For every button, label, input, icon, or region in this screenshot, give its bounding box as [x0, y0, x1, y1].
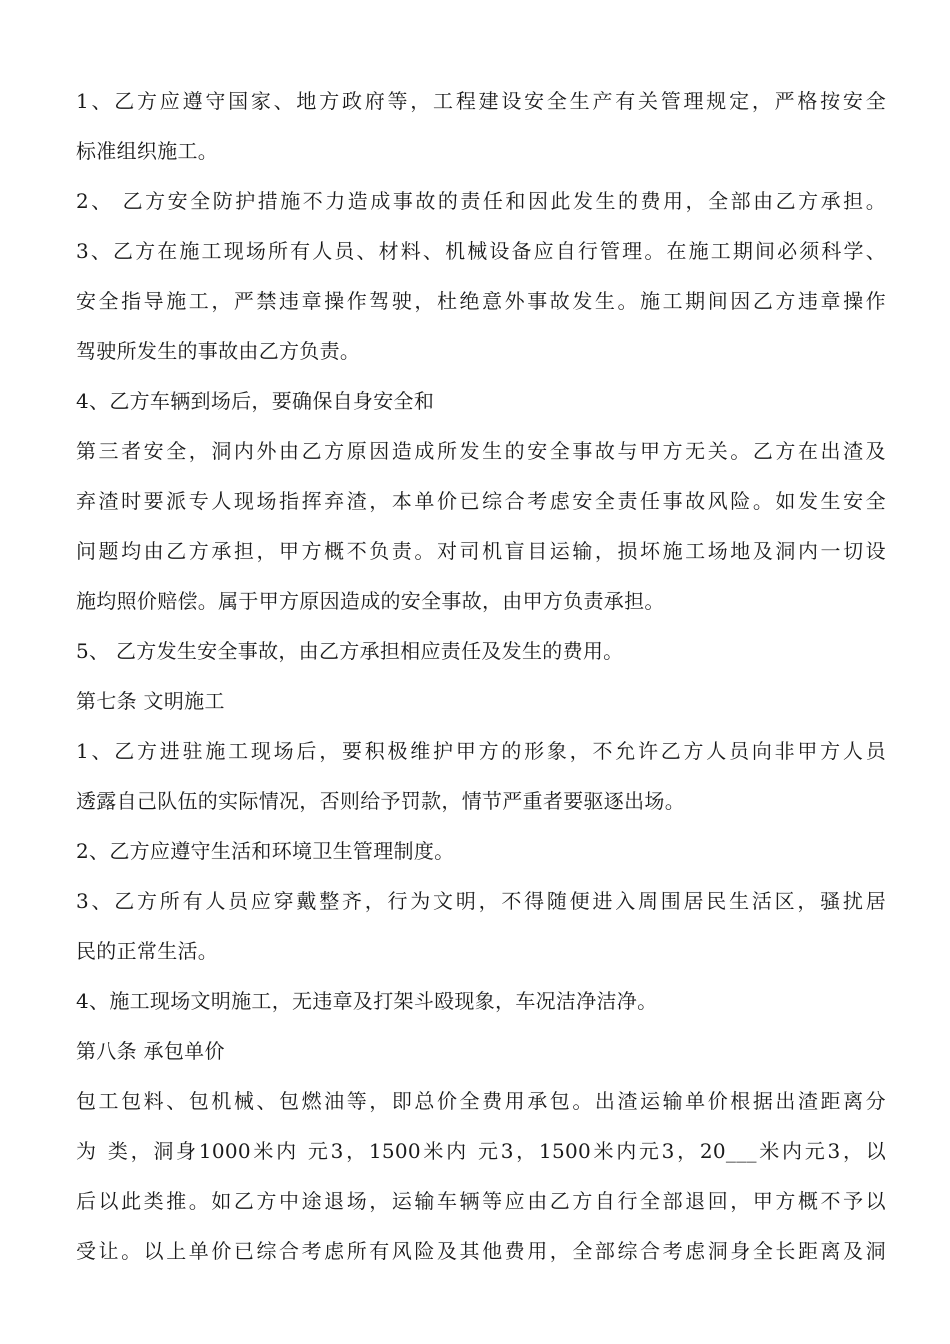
- text-line: 包工包料、包机械、包燃油等，即总价全费用承包。出渣运输单价根据出渣距离分: [76, 1089, 886, 1113]
- text-line: 第三者安全，洞内外由乙方原因造成所发生的安全事故与甲方无关。乙方在出渣及: [76, 439, 886, 463]
- text-line: 受让。以上单价已综合考虑所有风险及其他费用，全部综合考虑洞身全长距离及洞: [76, 1239, 886, 1263]
- text-line: 5、 乙方发生安全事故，由乙方承担相应责任及发生的费用。: [76, 639, 624, 663]
- text-line: 后以此类推。如乙方中途退场，运输车辆等应由乙方自行全部退回，甲方概不予以: [76, 1189, 886, 1213]
- text-line: 为 类，洞身1000米内 元3，1500米内 元3，1500米内元3，20___米内元3，以: [76, 1139, 886, 1163]
- text-line: 4、乙方车辆到场后，要确保自身安全和: [76, 389, 435, 413]
- text-line: 3、乙方在施工现场所有人员、材料、机械设备应自行管理。在施工期间必须科学、: [76, 239, 886, 263]
- text-line: 透露自己队伍的实际情况，否则给予罚款，情节严重者要驱逐出场。: [76, 789, 685, 813]
- text-line: 3、乙方所有人员应穿戴整齐，行为文明，不得随便进入周围居民生活区，骚扰居: [76, 889, 886, 913]
- section-heading: 第七条 文明施工: [76, 689, 225, 713]
- text-line: 1、乙方进驻施工现场后，要积极维护甲方的形象，不允许乙方人员向非甲方人员: [76, 739, 886, 763]
- text-line: 施均照价赔偿。属于甲方原因造成的安全事故，由甲方负责承担。: [76, 589, 665, 613]
- text-line: 2、 乙方安全防护措施不力造成事故的责任和因此发生的费用，全部由乙方承担。: [76, 189, 886, 213]
- text-line: 驾驶所发生的事故由乙方负责。: [76, 339, 361, 363]
- text-line: 1、乙方应遵守国家、地方政府等，工程建设安全生产有关管理规定，严格按安全: [76, 89, 886, 113]
- text-line: 问题均由乙方承担，甲方概不负责。对司机盲目运输，损坏施工场地及洞内一切设: [76, 539, 886, 563]
- text-line: 2、乙方应遵守生活和环境卫生管理制度。: [76, 839, 455, 863]
- text-line: 民的正常生活。: [76, 939, 219, 963]
- text-line: 4、施工现场文明施工，无违章及打架斗殴现象，车况洁净洁净。: [76, 989, 658, 1013]
- section-heading: 第八条 承包单价: [76, 1039, 225, 1063]
- text-line: 弃渣时要派专人现场指挥弃渣，本单价已综合考虑安全责任事故风险。如发生安全: [76, 489, 886, 513]
- text-line: 安全指导施工，严禁违章操作驾驶，杜绝意外事故发生。施工期间因乙方违章操作: [76, 289, 886, 313]
- text-line: 标准组织施工。: [76, 139, 219, 163]
- document-body: [76, 84, 886, 1284]
